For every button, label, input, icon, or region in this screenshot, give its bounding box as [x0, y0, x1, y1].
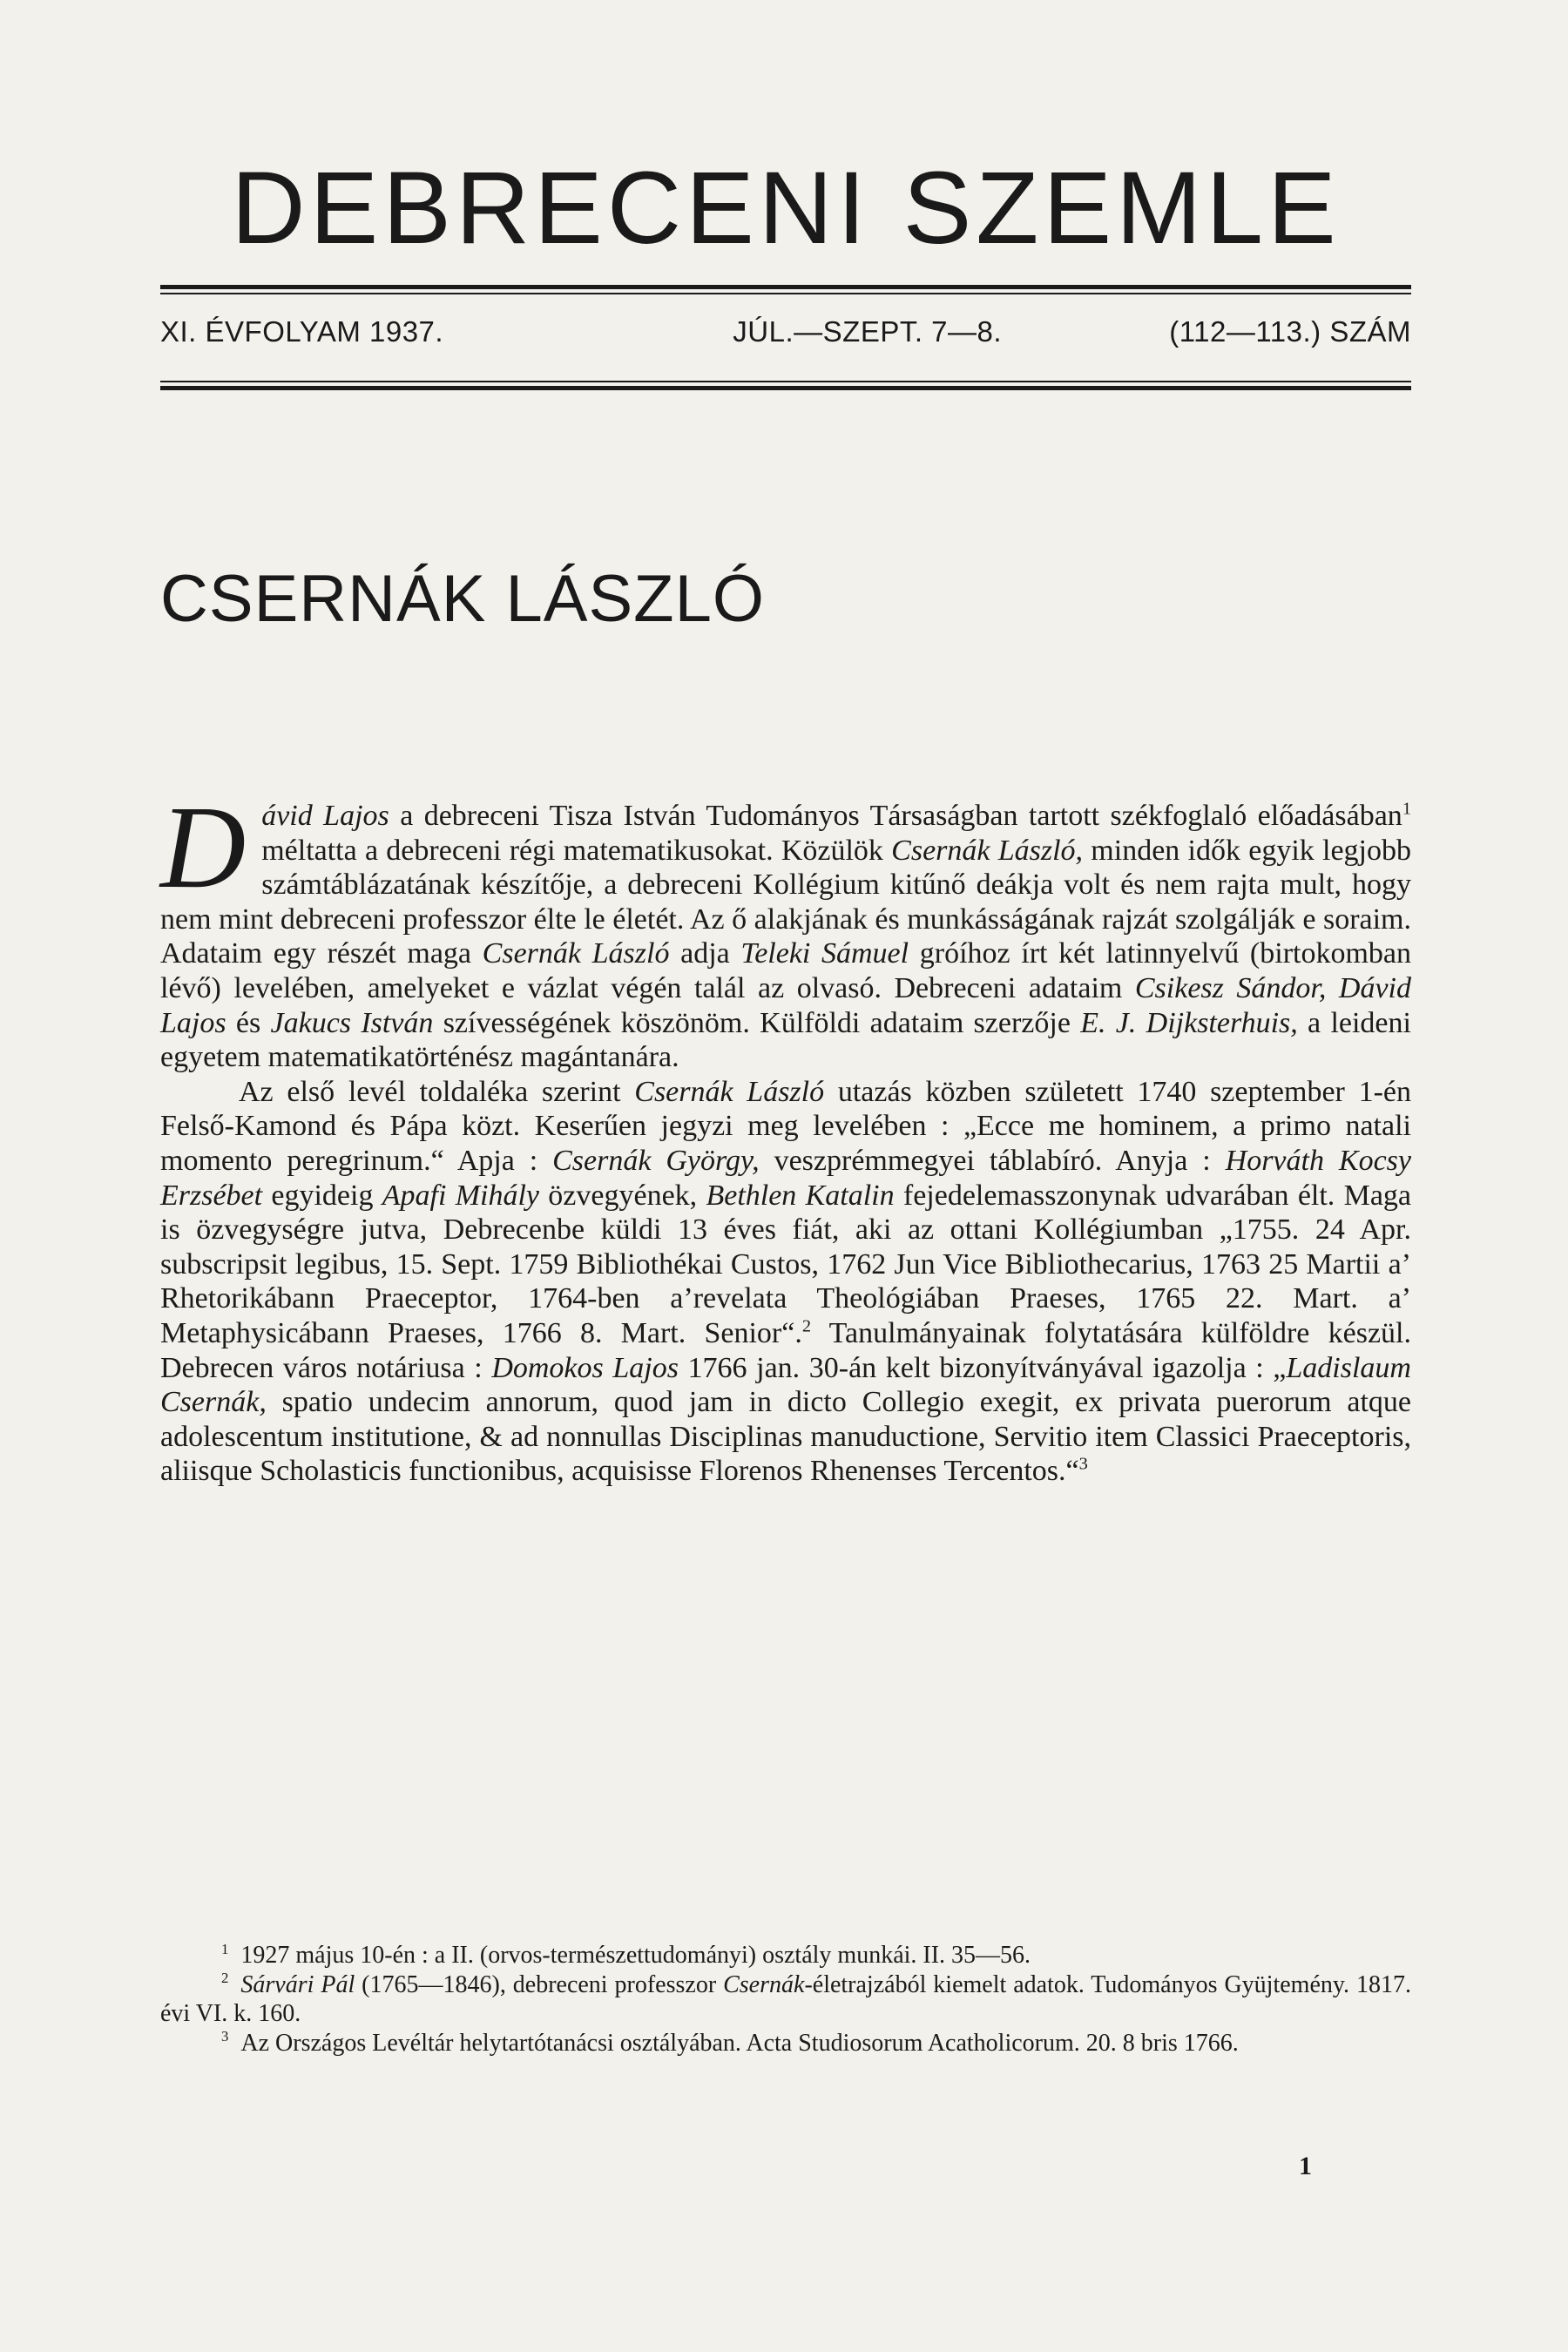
- footnote-ref-1: 1: [1402, 799, 1412, 819]
- footnote-1: $^1$ 1927 május 10-én : a II. (orvos-természettudományi) osztály munkái. II. 35—56.: [221, 1940, 1031, 1969]
- masthead-rule-top: [160, 285, 1411, 289]
- masthead-rule-bottom-thin: [160, 381, 1411, 382]
- article-body: [160, 782, 1412, 1489]
- issue-number: (112—113.) SZÁM: [1169, 315, 1411, 348]
- article-title: CSERNÁK LÁSZLÓ: [160, 562, 765, 636]
- issue-line: [160, 315, 1411, 348]
- paragraph-2: Az első levél toldaléka szerint Csernák László utazás közben született 1740 szeptember 1-én Felső-Kamond és Pápa közt. Keserűen jegyzi meg levelében : „Ecce me hominem, a primo natali momento peregrinum.“ Apja : Csernák György, veszprémmegyei táblabíró. Anyja : Horváth Kocsy Erzsébet egyideig Apafi Mihály özvegyének, Bethlen Katalin fejedelemasszonynak udvarában élt. Maga is özvegységre jutva, Debrecenbe küldi 13 éves fiát, aki az ottani Kollégiumban „1755. 24 Apr. subscripsit legibus, 15. Sept. 1759 Bibliothékai Custos, 1762 Jun Vice Bibliothecarius, 1763 25 Martii a’ Rhetorikábann Praeceptor, 1764-ben a’revelata Theológiában Praeses, 1765 22. Mart. a’ Metaphysicábann Praeses, 1766 8. Mart. Senior“.$^2$ Tanulmányainak folytatására külföldre készül. Debrecen város notáriusa : Domokos Lajos 1766 jan. 30-án kelt bizonyítványával igazolja : „Ladislaum Csernák, spatio undecim annorum, quod jam in dicto Collegio exegit, ex privata puerorum atque adolescentum institutione, & ad nonnullas Disciplinas manuductione, Servitio item Classici Praeceptoris, aliisque Scholasticis functionibus, acquisisse Florenos Rhenenses Tercentos.“$^3$: [160, 1075, 1412, 1488]
- masthead-rule-top-thin: [160, 293, 1411, 294]
- footnote-3: $^3$ Az Országos Levéltár helytartótanácsi osztályában. Acta Studiosorum Acatholicorum. 20. 8 bris 1766.: [221, 2028, 1239, 2057]
- masthead-rule-bottom: [160, 386, 1411, 390]
- footnote-2: $^2$ Sárvári Pál (1765—1846), debreceni professzor Csernák-életrajzából kiemelt adatok. Tudományos Gyüjtemény. 1817. évi VI. k. 160.: [160, 1970, 1411, 2027]
- footnote-ref-2: 2: [801, 1316, 812, 1336]
- page-number: 1: [1299, 2152, 1312, 2180]
- drop-cap: D: [160, 782, 247, 913]
- paragraph-1: Dávid Lajos a debreceni Tisza István Tudományos Társaságban tartott székfoglaló előadásában$^1$ méltatta a debreceni régi matematikusokat. Közülök Csernák László, minden idők egyik legjobb számtáblázatának készítője, a debreceni Kollégium kitűnő deákja volt és nem rajta mult, hogy nem mint debreceni professzor élte le életét. Az ő alakjának és munkásságának rajzát szolgálják e soraim. Adataim egy részét maga Csernák László adja Teleki Sámuel gróíhoz írt két latinnyelvű (birtokomban lévő) levelében, amelyeket e vázlat végén talál az olvasó. Debreceni adataim Csikesz Sándor, Dávid Lajos és Jakucs István szívességének köszönöm. Külföldi adataim szerzője E. J. Dijksterhuis, a leideni egyetem matematikatörténész magántanára.: [160, 782, 1412, 1074]
- volume-year: XI. ÉVFOLYAM 1937.: [160, 315, 444, 348]
- journal-title: DEBRECENI SZEMLE: [231, 151, 1341, 266]
- journal-page: [160, 0, 1411, 2352]
- issue-months: JÚL.—SZEPT. 7—8.: [733, 315, 1003, 348]
- footnote-ref-3: 3: [1078, 1454, 1088, 1474]
- footnotes: [160, 1941, 1411, 2058]
